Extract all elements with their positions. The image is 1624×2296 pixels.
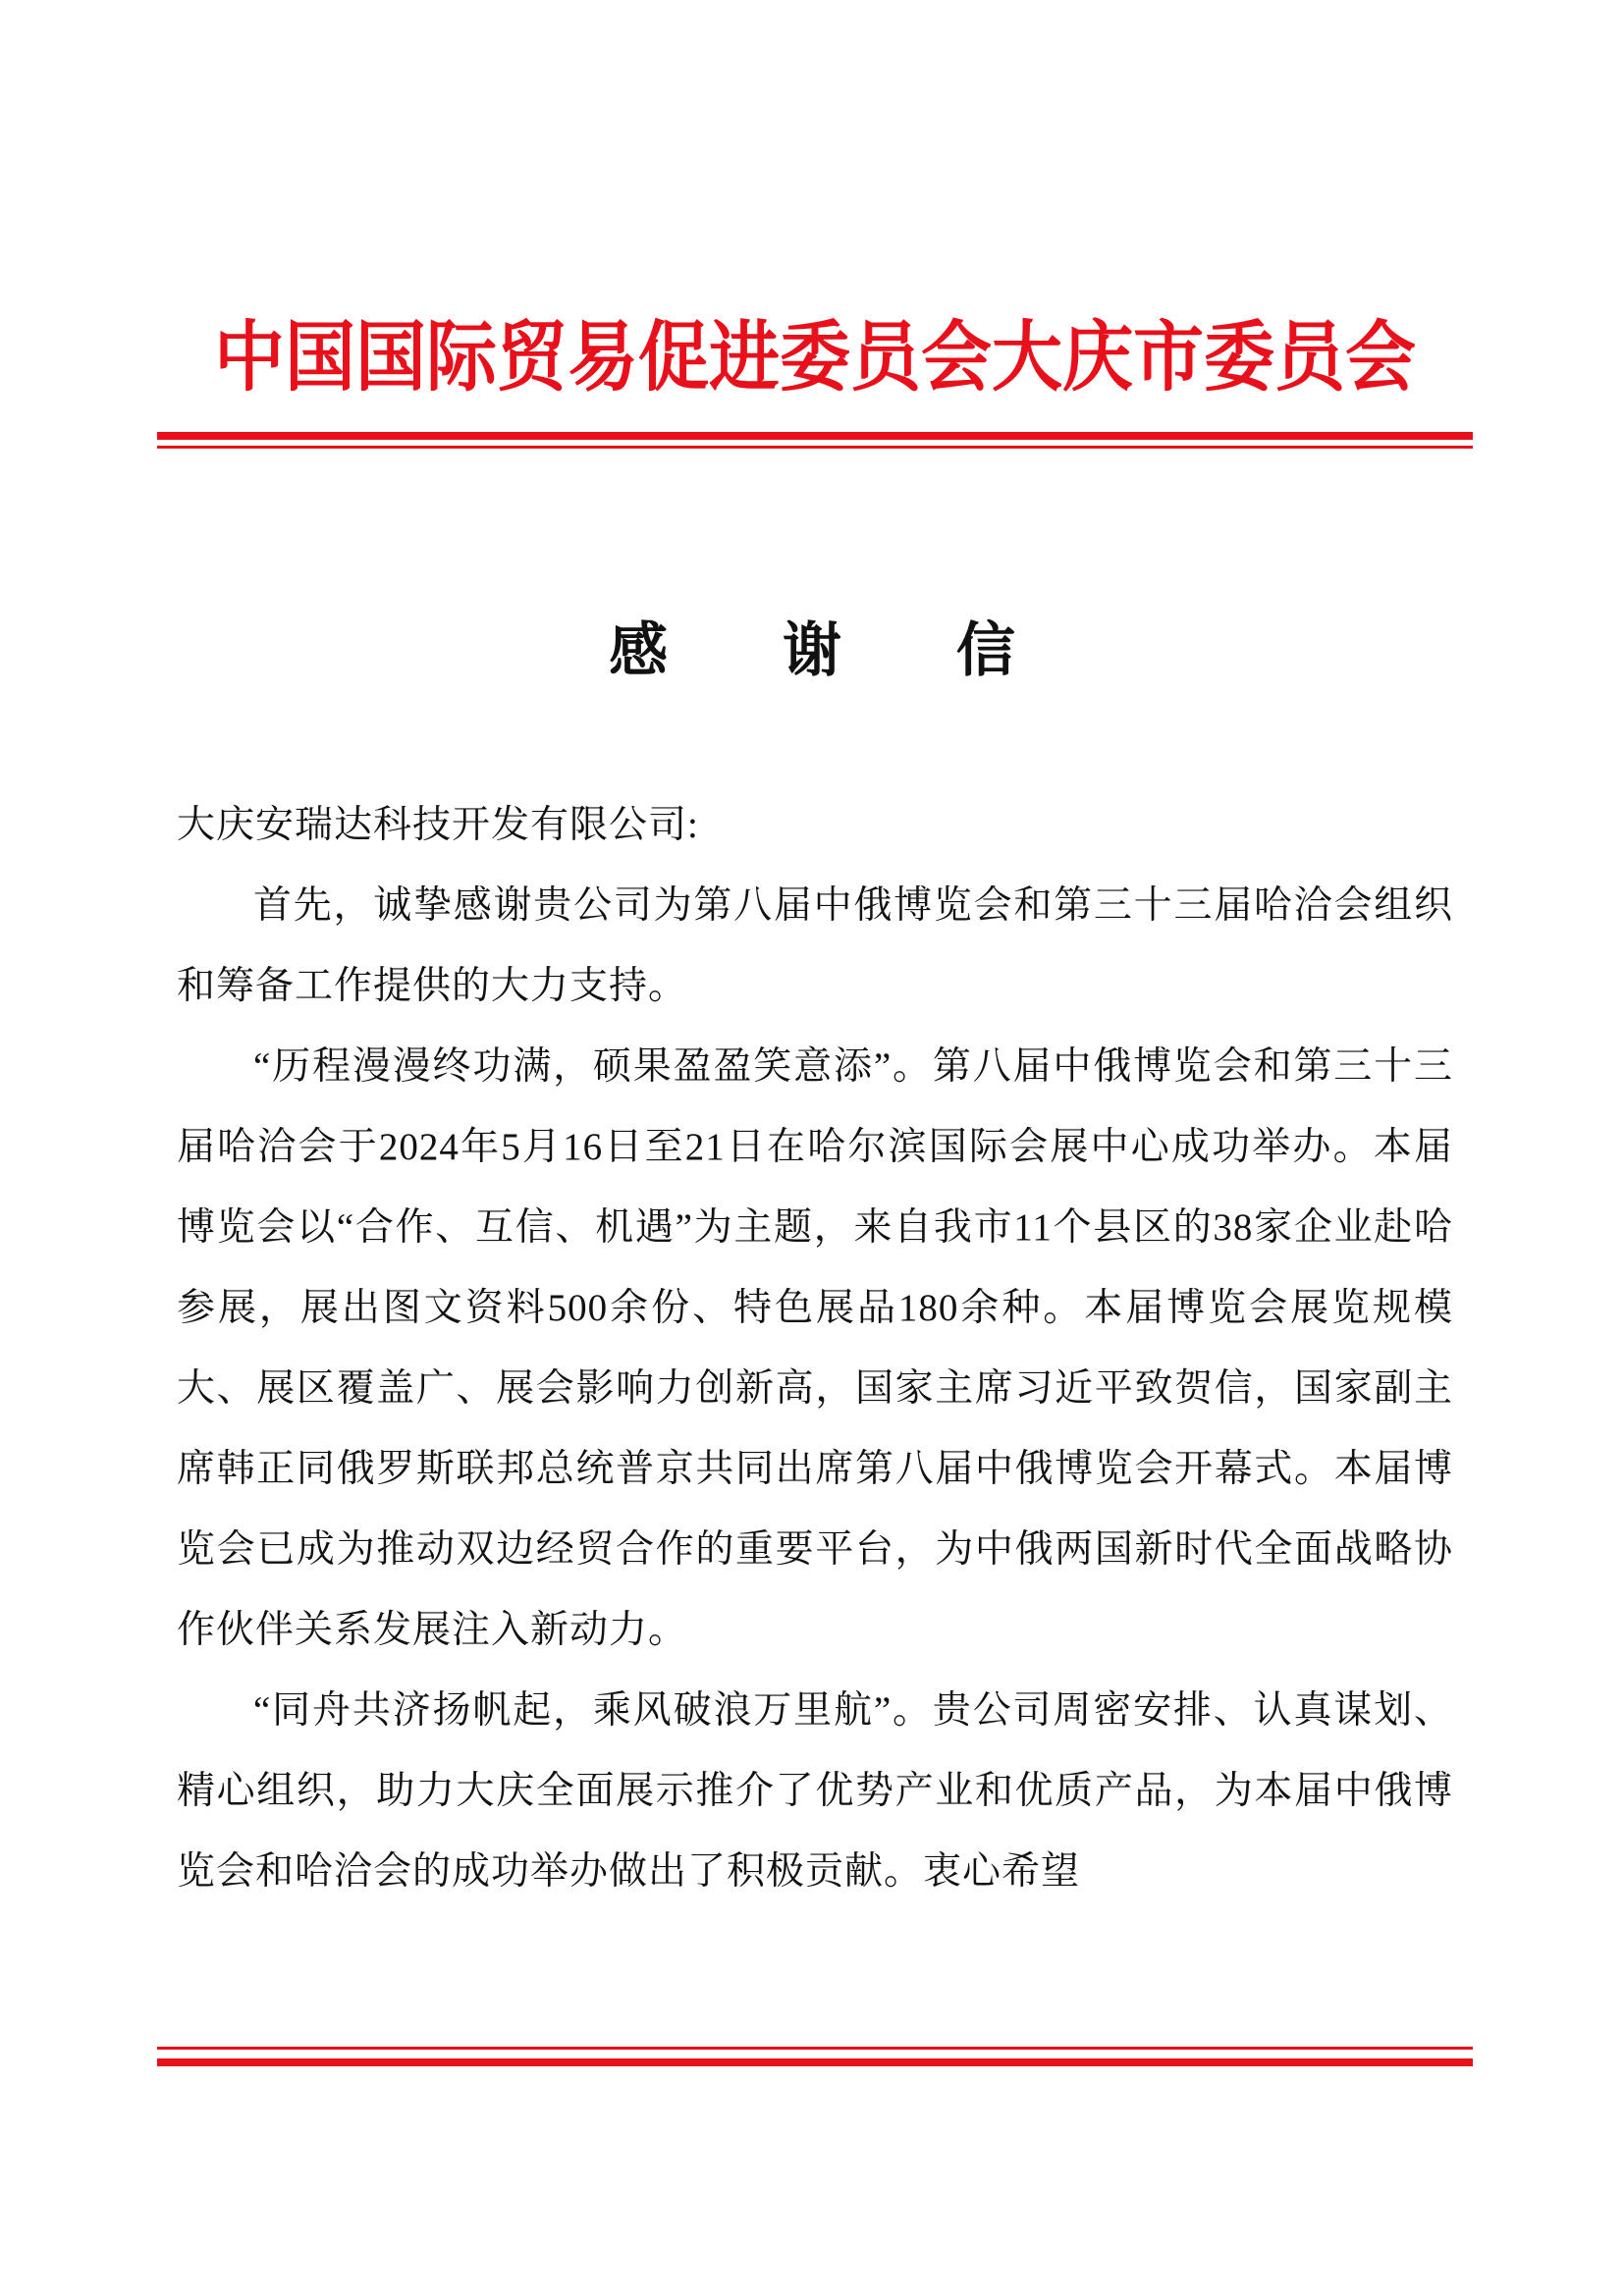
rule-thin-line [157, 446, 1473, 449]
salutation: 大庆安瑞达科技开发有限公司: [177, 804, 699, 846]
paragraph-3: “同舟共济扬帆起，乘风破浪万里航”。贵公司周密安排、认真谋划、精心组织，助力大庆全面展示推介了优势产业和优质产品，为本届中俄博览会和哈洽会的成功举办做出了积极贡献。衷心希望 [177, 1689, 1453, 1893]
letterhead-org-name: 中国国际贸易促进委员会大庆市委员会 [213, 311, 1416, 401]
rule-thick-line [157, 432, 1473, 440]
paragraph-2: “历程漫漫终功满，硕果盈盈笑意添”。第八届中俄博览会和第三十三届哈洽会于2024年5月16日至21日在哈尔滨国际会展中心成功举办。本届博览会以“合作、互信、机遇”为主题，来自我市11个县区的38家企业赴哈参展，展出图文资料500余份、特色展品180余种。本届博览会展览规模大、展区覆盖广、展会影响力创新高，国家主席习近平致贺信，国家副主席韩正同俄罗斯联邦总统普京共同出席第八届中俄博览会开幕式。本届博览会已成为推动双边经贸合作的重要平台，为中俄两国新时代全面战略协作伙伴关系发展注入新动力。 [177, 1045, 1453, 1651]
document-title: 感 谢 信 [609, 616, 1062, 685]
footer-rule [157, 2047, 1473, 2066]
paragraph-1: 首先，诚挚感谢贵公司为第八届中俄博览会和第三十三届哈洽会组织和筹备工作提供的大力支持。 [177, 884, 1453, 1007]
letterhead-rule-top [157, 432, 1473, 449]
letter-body [177, 785, 1453, 1912]
rule-thick-line [157, 2058, 1473, 2066]
